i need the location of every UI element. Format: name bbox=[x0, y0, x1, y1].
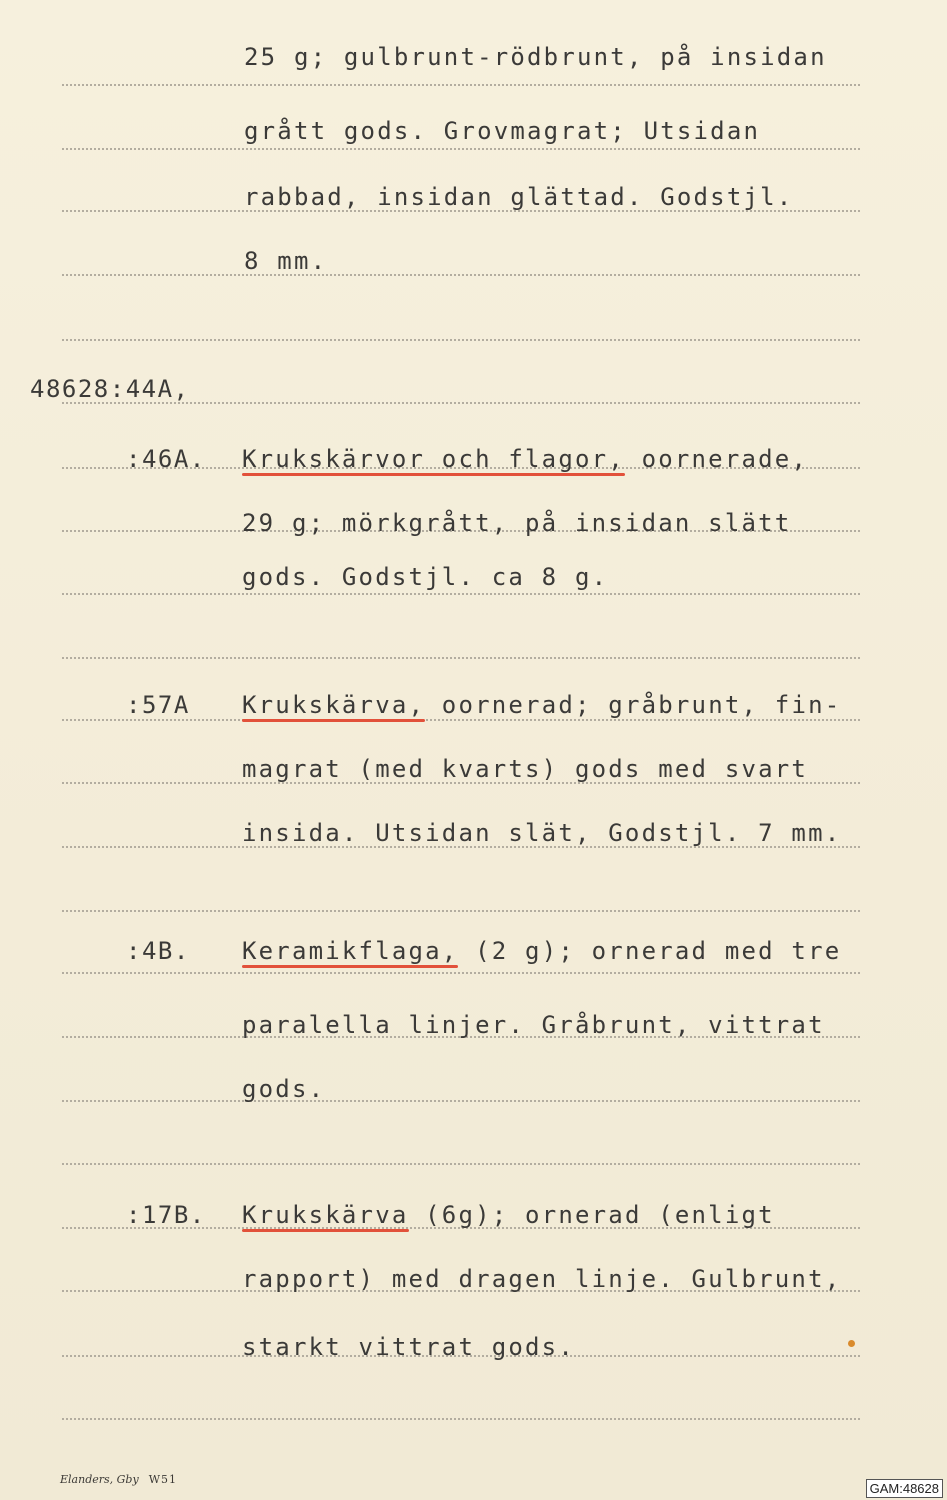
ruled-line bbox=[62, 593, 860, 595]
printer-name: Elanders, Gby bbox=[60, 1473, 139, 1486]
entry-title: Krukskärva, bbox=[242, 691, 426, 719]
entry-number: :4B. bbox=[126, 937, 190, 965]
entry-title: Krukskärvor och flagor, bbox=[242, 445, 625, 473]
ruled-line bbox=[62, 148, 860, 150]
ruled-line bbox=[62, 274, 860, 276]
entry-line: gods. Godstjl. ca 8 g. bbox=[242, 563, 609, 591]
entry-first-line bbox=[242, 1200, 775, 1230]
ruled-line bbox=[62, 339, 860, 341]
entry-first-line bbox=[242, 690, 841, 720]
entry-line: starkt vittrat gods. bbox=[242, 1333, 575, 1361]
entry-first-line bbox=[242, 936, 841, 966]
entry-title: Krukskärva bbox=[242, 1201, 409, 1229]
entry-line: rapport) med dragen linje. Gulbrunt, bbox=[242, 1265, 842, 1293]
entry-title-rest: (2 g); ornerad med tre bbox=[458, 937, 842, 965]
ruled-line bbox=[62, 1418, 860, 1420]
entry-title: Keramikflaga, bbox=[242, 937, 459, 965]
entry-title-rest: oornerad; gråbrunt, fin- bbox=[425, 691, 842, 719]
catalog-number: 48628:44A, bbox=[30, 375, 190, 403]
entry-line: magrat (med kvarts) gods med svart bbox=[242, 755, 809, 783]
entry-title-rest: (6g); ornerad (enligt bbox=[408, 1201, 775, 1229]
entry-number: :57A bbox=[126, 691, 190, 719]
ruled-line bbox=[62, 1100, 860, 1102]
entry-number: :46A. bbox=[126, 445, 206, 473]
entry-line: gods. bbox=[242, 1075, 326, 1103]
ruled-line bbox=[62, 972, 860, 974]
entry-line: paralella linjer. Gråbrunt, vittrat bbox=[242, 1011, 825, 1039]
continued-text-line: grått gods. Grovmagrat; Utsidan bbox=[244, 117, 761, 145]
ink-spot bbox=[848, 1340, 855, 1347]
continued-text-line: rabbad, insidan glättad. Godstjl. bbox=[244, 183, 794, 211]
entry-line: 29 g; mörkgrått, på insidan slätt bbox=[242, 509, 792, 537]
ruled-line bbox=[62, 910, 860, 912]
archive-stamp: GAM:48628 bbox=[866, 1479, 943, 1498]
continued-text-line: 25 g; gulbrunt-rödbrunt, på insidan bbox=[244, 43, 827, 71]
ruled-line bbox=[62, 1163, 860, 1165]
entry-first-line bbox=[242, 444, 808, 474]
entry-title-rest: oornerade, bbox=[624, 445, 809, 473]
printer-code: W51 bbox=[148, 1473, 177, 1486]
entry-line: insida. Utsidan slät, Godstjl. 7 mm. bbox=[242, 819, 842, 847]
ruled-line bbox=[62, 657, 860, 659]
continued-text-line: 8 mm. bbox=[244, 247, 328, 275]
ruled-line bbox=[62, 84, 860, 86]
entry-number: :17B. bbox=[126, 1201, 206, 1229]
printer-imprint bbox=[60, 1473, 177, 1486]
